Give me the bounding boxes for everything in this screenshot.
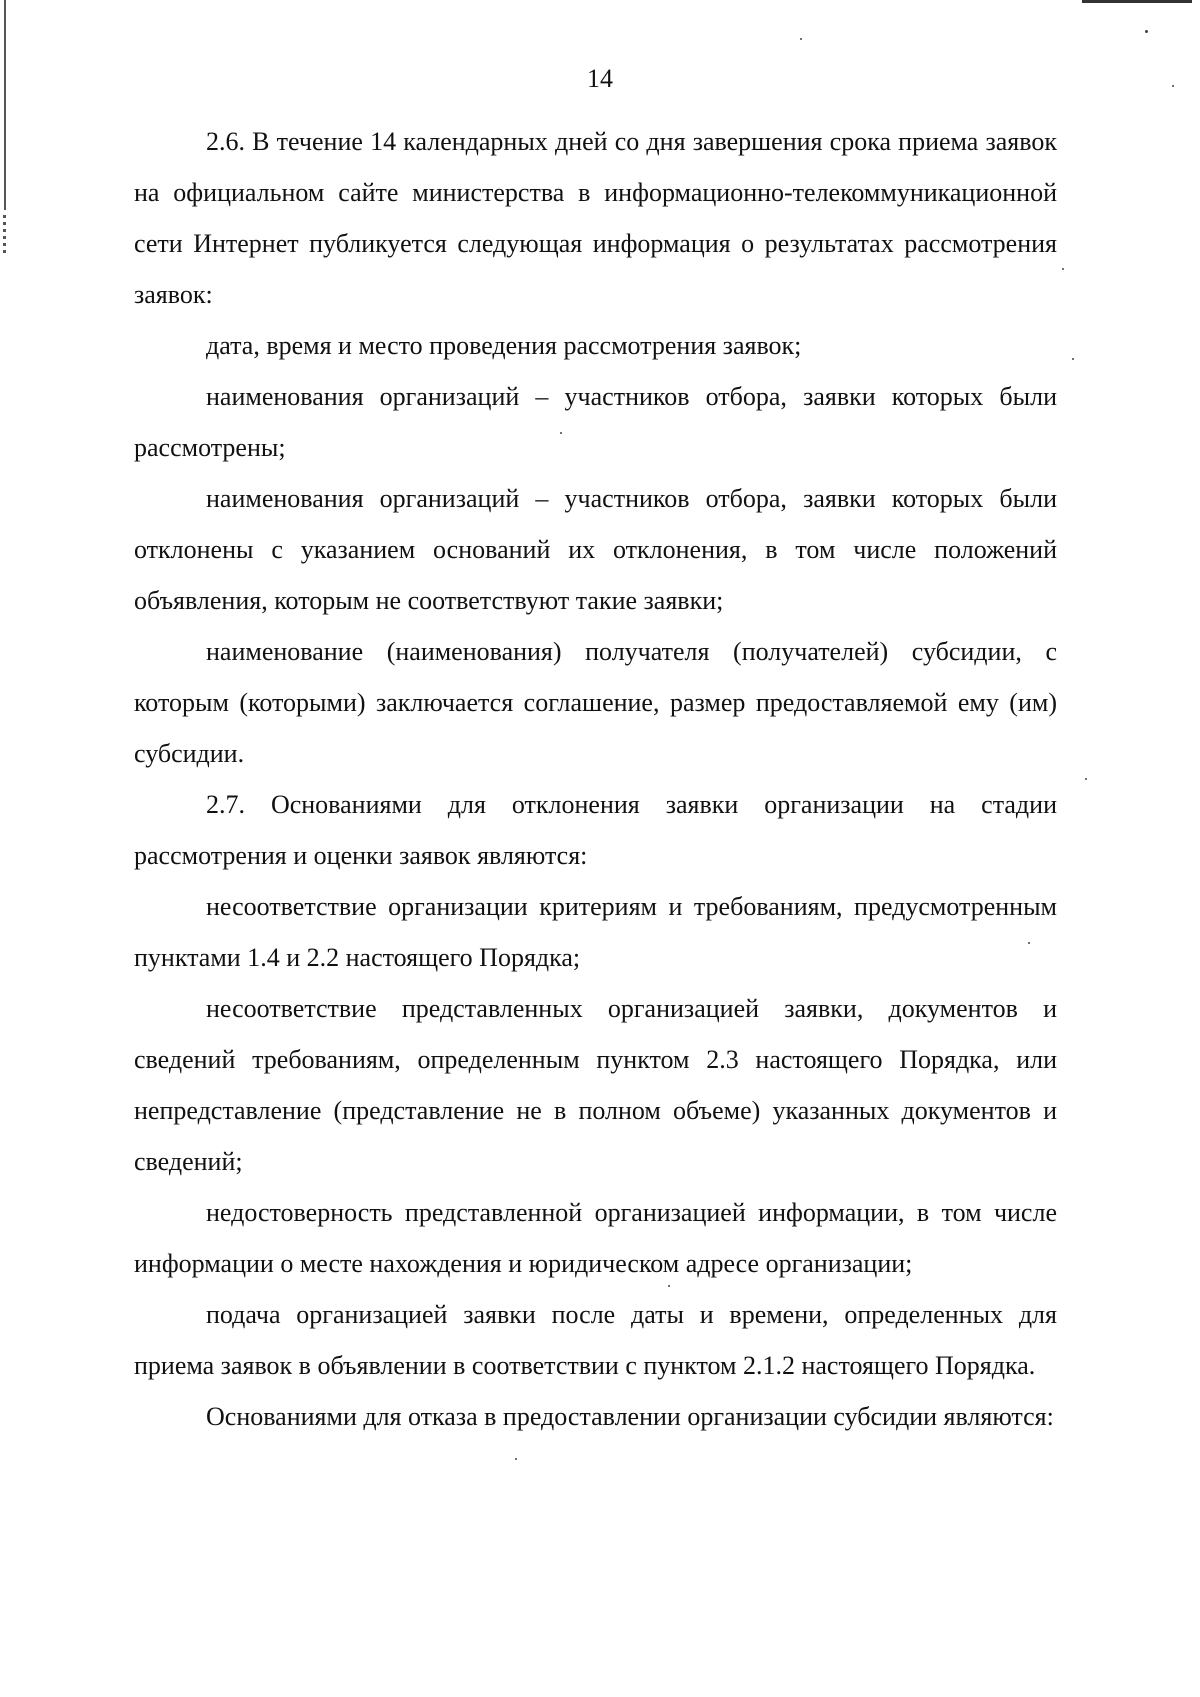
scan-speck	[1062, 268, 1064, 270]
scan-speck	[515, 1458, 517, 1460]
paragraph: недостоверность представленной организацией информации, в том числе информации о месте нахождения и юридическом адресе организации;	[134, 1198, 1057, 1278]
paragraph: несоответствие представленных организацией заявки, документов и сведений требованиям, определенным пунктом 2.3 настоящего Порядка, или непредставление (представление не в полном объеме) указанных документов и сведений;	[134, 994, 1057, 1176]
body-text	[134, 116, 1057, 1442]
page-number: 14	[587, 64, 613, 93]
scan-speck	[1072, 358, 1074, 360]
scan-edge-artifact	[1082, 0, 1192, 3]
paragraph: дата, время и место проведения рассмотрения заявок;	[206, 331, 802, 360]
paragraph: 2.7. Основаниями для отклонения заявки организации на стадии рассмотрения и оценки заявок являются:	[134, 790, 1057, 870]
paragraph: подача организацией заявки после даты и времени, определенных для приема заявок в объявлении в соответствии с пунктом 2.1.2 настоящего Порядка.	[134, 1300, 1057, 1380]
scan-edge-artifact	[4, 0, 6, 210]
scan-edge-artifact	[3, 215, 6, 255]
scan-speck	[1085, 778, 1087, 780]
paragraph: Основаниями для отказа в предоставлении организации субсидии являются:	[206, 1402, 1054, 1431]
paragraph: несоответствие организации критериям и требованиям, предусмотренным пунктами 1.4 и 2.2 настоящего Порядка;	[134, 892, 1057, 972]
scan-speck	[1145, 30, 1148, 33]
paragraph: наименования организаций – участников отбора, заявки которых были отклонены с указанием оснований их отклонения, в том числе положений объявления, которым не соответствуют такие заявки;	[134, 484, 1057, 615]
paragraph: наименование (наименования) получателя (получателей) субсидии, с которым (которыми) заключается соглашение, размер предоставляемой ему (им) субсидии.	[134, 637, 1057, 768]
scan-speck	[800, 38, 802, 40]
paragraph: 2.6. В течение 14 календарных дней со дня завершения срока приема заявок на официальном сайте министерства в информационно-телекоммуникационной сети Интернет публикуется следующая информация о результатах рассмотрения заявок:	[134, 127, 1057, 309]
paragraph: наименования организаций – участников отбора, заявки которых были рассмотрены;	[134, 382, 1057, 462]
